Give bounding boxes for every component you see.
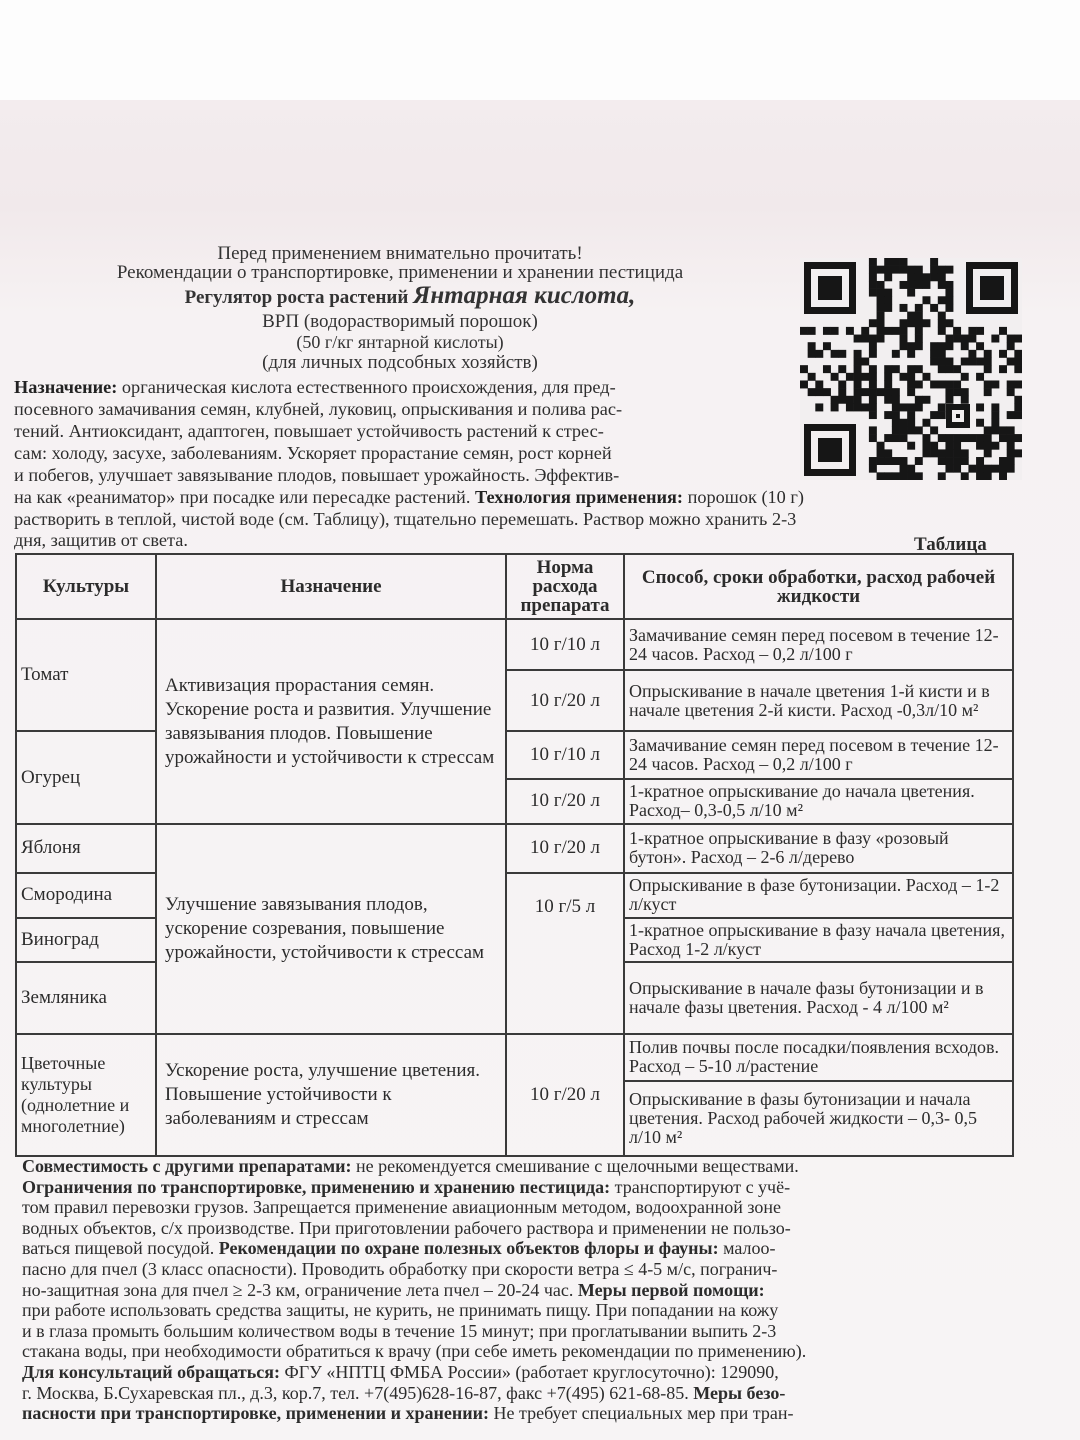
header-crops: Культуры (16, 554, 156, 619)
norm-cucumber-1: 10 г/10 л (506, 731, 624, 779)
norm-tomato-2: 10 г/20 л (506, 670, 624, 731)
application-table (15, 553, 1014, 1157)
first-aid-label: Меры первой помощи: (577, 1279, 765, 1300)
technology-label: Технология применения: (474, 487, 683, 507)
method-flowers-2: Опрыскивание в фазы бутонизации и начала цветения. Расход рабочей жидкости – 0,3- 0,5 л/10 м² (624, 1081, 1013, 1156)
footer-line-10: стакана воды, при необходимости обратиться к врачу (при себе иметь рекомендации по применению). (22, 1341, 807, 1362)
method-apple: 1-кратное опрыскивание в фазу «розовый бутон». Расход – 2-6 л/дерево (624, 824, 1013, 873)
product-title: Регулятор роста растений Янтарная кислота, (184, 282, 636, 309)
formulation-line: ВРП (водорастворимый порошок) (262, 311, 538, 332)
method-cucumber-1: Замачивание семян перед посевом в течение 12-24 часов. Расход – 0,2 л/100 г (624, 731, 1013, 779)
flora-label: Рекомендации по охране полезных объектов флоры и фауны: (218, 1238, 719, 1259)
crop-tomato: Томат (16, 619, 156, 731)
crop-cucumber: Огурец (16, 731, 156, 824)
product-name: Янтарная кислота, (413, 282, 636, 309)
crop-flowers: Цветочные культуры (однолетние и многолетние) (16, 1034, 156, 1156)
intro-line-2: посевного замачивания семян, клубней, луковиц, опрыскивания и полива рас- (14, 399, 623, 419)
safety-label-b: пасности при транспортировке, применении и хранении: (22, 1403, 489, 1424)
compat-label: Совместимость с другими препаратами: (22, 1156, 352, 1176)
safety-label-a: Меры безо- (693, 1382, 786, 1403)
concentration-line: (50 г/кг янтарной кислоты) (296, 332, 504, 352)
norm-tomato-1: 10 г/10 л (506, 619, 624, 670)
purpose-fruits: Улучшение завязывания плодов, ускорение созревания, повышение урожайности, устойчивости к стрессам (156, 824, 506, 1034)
purpose-label: Назначение: (14, 377, 118, 397)
norm-flowers: 10 г/20 л (506, 1034, 624, 1156)
header-method: Способ, сроки обработки, расход рабочей жидкости (624, 554, 1013, 619)
method-cucumber-2: 1-кратное опрыскивание до начала цветения. Расход– 0,3-0,5 л/10 м² (624, 779, 1013, 824)
intro-line-3: тений. Антиоксидант, адаптоген, повышает устойчивость растений к стрес- (14, 421, 604, 441)
footer-line-6: пасно для пчел (3 класс опасности). Проводить обработку при скорости ветра ≤ 4-5 м/с, погранич- (22, 1258, 778, 1279)
contact-label: Для консультаций обращаться: (22, 1361, 280, 1382)
contact-line: Для консультаций обращаться: ФГУ «НПТЦ ФМБА России» (работает круглосуточно): 129090, (22, 1361, 779, 1382)
header-purpose: Назначение (156, 554, 506, 619)
intro-line-8: дня, защитив от света. (14, 530, 188, 550)
limits-line: Ограничения по транспортировке, применению и хранению пестицида: транспортируют с учё- (22, 1176, 791, 1197)
recommendations-title: Рекомендации о транспортировке, применении и хранении пестицида (116, 262, 684, 283)
norm-apple: 10 г/20 л (506, 824, 624, 873)
compat-line: Совместимость с другими препаратами: не рекомендуется смешивание с щелочными веществами. (22, 1156, 799, 1176)
method-grape: 1-кратное опрыскивание в фазу начала цветения, Расход 1-2 л/куст (624, 918, 1013, 963)
limits-label: Ограничения по транспортировке, применению и хранению пестицида: (22, 1176, 611, 1197)
header-norm: Норма расхода препарата (506, 554, 624, 619)
photo-background (0, 0, 1080, 100)
intro-line-7: растворить в теплой, чистой воде (см. Таблицу), тщательно перемешать. Раствор можно хранить 2-3 (14, 509, 797, 529)
qr-code (800, 258, 1022, 480)
crop-currant: Смородина (16, 873, 156, 918)
method-flowers-1: Полив почвы после посадки/появления всходов. Расход – 5-10 л/растение (624, 1034, 1013, 1081)
method-strawberry: Опрыскивание в начале фазы бутонизации и в начале фазы цветения. Расход - 4 л/100 м² (624, 962, 1013, 1033)
purpose-vegetables: Активизация прорастания семян. Ускорение роста и развития. Улучшение завязывания плодов. Повышение урожайности и устойчивости к стрессам (156, 619, 506, 824)
crop-apple: Яблоня (16, 824, 156, 873)
intro-line-4: сам: холоду, засухе, заболеваниям. Ускоряет прорастание семян, рост корней (14, 443, 612, 463)
address-line: г. Москва, Б.Сухаревская пл., д.3, кор.7, тел. +7(495)628-16-87, факс +7(495) 621-68-85. Меры безо- (22, 1382, 786, 1403)
footer-line-3: том правил перевозки грузов. Запрещается применение авиационным методом, водоохранной зоне (22, 1197, 782, 1218)
intro-line-6: на как «реаниматор» при посадке или пересадке растений. Технология применения: порошок (10 г) (14, 487, 804, 507)
footer-line-7: но-защитная зона для пчел ≥ 2-3 км, ограничение лета пчел – 20-24 час. Меры первой помощи: (22, 1279, 765, 1300)
footer-line-9: и в глаза промыть большим количеством воды в течение 15 минут; при проглатывании выпить 2-3 (22, 1320, 777, 1341)
method-tomato-2: Опрыскивание в начале цветения 1-й кисти и в начале цветения 2-й кисти. Расход -0,3л/10 м² (624, 670, 1013, 731)
purpose-flowers: Ускорение роста, улучшение цветения. Повышение устойчивости к заболеваниям и стрессам (156, 1034, 506, 1156)
method-tomato-1: Замачивание семян перед посевом в течение 12-24 часов. Расход – 0,2 л/100 г (624, 619, 1013, 670)
norm-cucumber-2: 10 г/20 л (506, 779, 624, 824)
footer-line-8: при работе использовать средства защиты, не курить, не принимать пищу. При попадании на кожу (22, 1300, 779, 1321)
footer-line-4: водных объектов, с/х производстве. При приготовлении рабочего раствора и применении не пользо- (22, 1217, 791, 1238)
safety-line: пасности при транспортировке, применении и хранении: Не требует специальных мер при тран- (22, 1403, 794, 1424)
usage-scope-line: (для личных подсобных хозяйств) (262, 352, 538, 373)
method-currant: Опрыскивание в фазе бутонизации. Расход – 1-2 л/куст (624, 873, 1013, 918)
crop-strawberry: Земляника (16, 962, 156, 1033)
intro-line-5: и побегов, улучшает завязывание плодов, повышает урожайность. Эффектив- (14, 465, 620, 485)
table-caption: Таблица (914, 534, 987, 555)
footer-text (22, 1156, 1012, 1424)
crop-grape: Виноград (16, 918, 156, 963)
footer-line-5: ваться пищевой посудой. Рекомендации по охране полезных объектов флоры и фауны: малоо- (22, 1238, 776, 1259)
norm-berries: 10 г/5 л (506, 873, 624, 1034)
warning-line: Перед применением внимательно прочитать! (217, 243, 583, 264)
intro-line-1: Назначение: органическая кислота естественного происхождения, для пред- (14, 377, 616, 397)
